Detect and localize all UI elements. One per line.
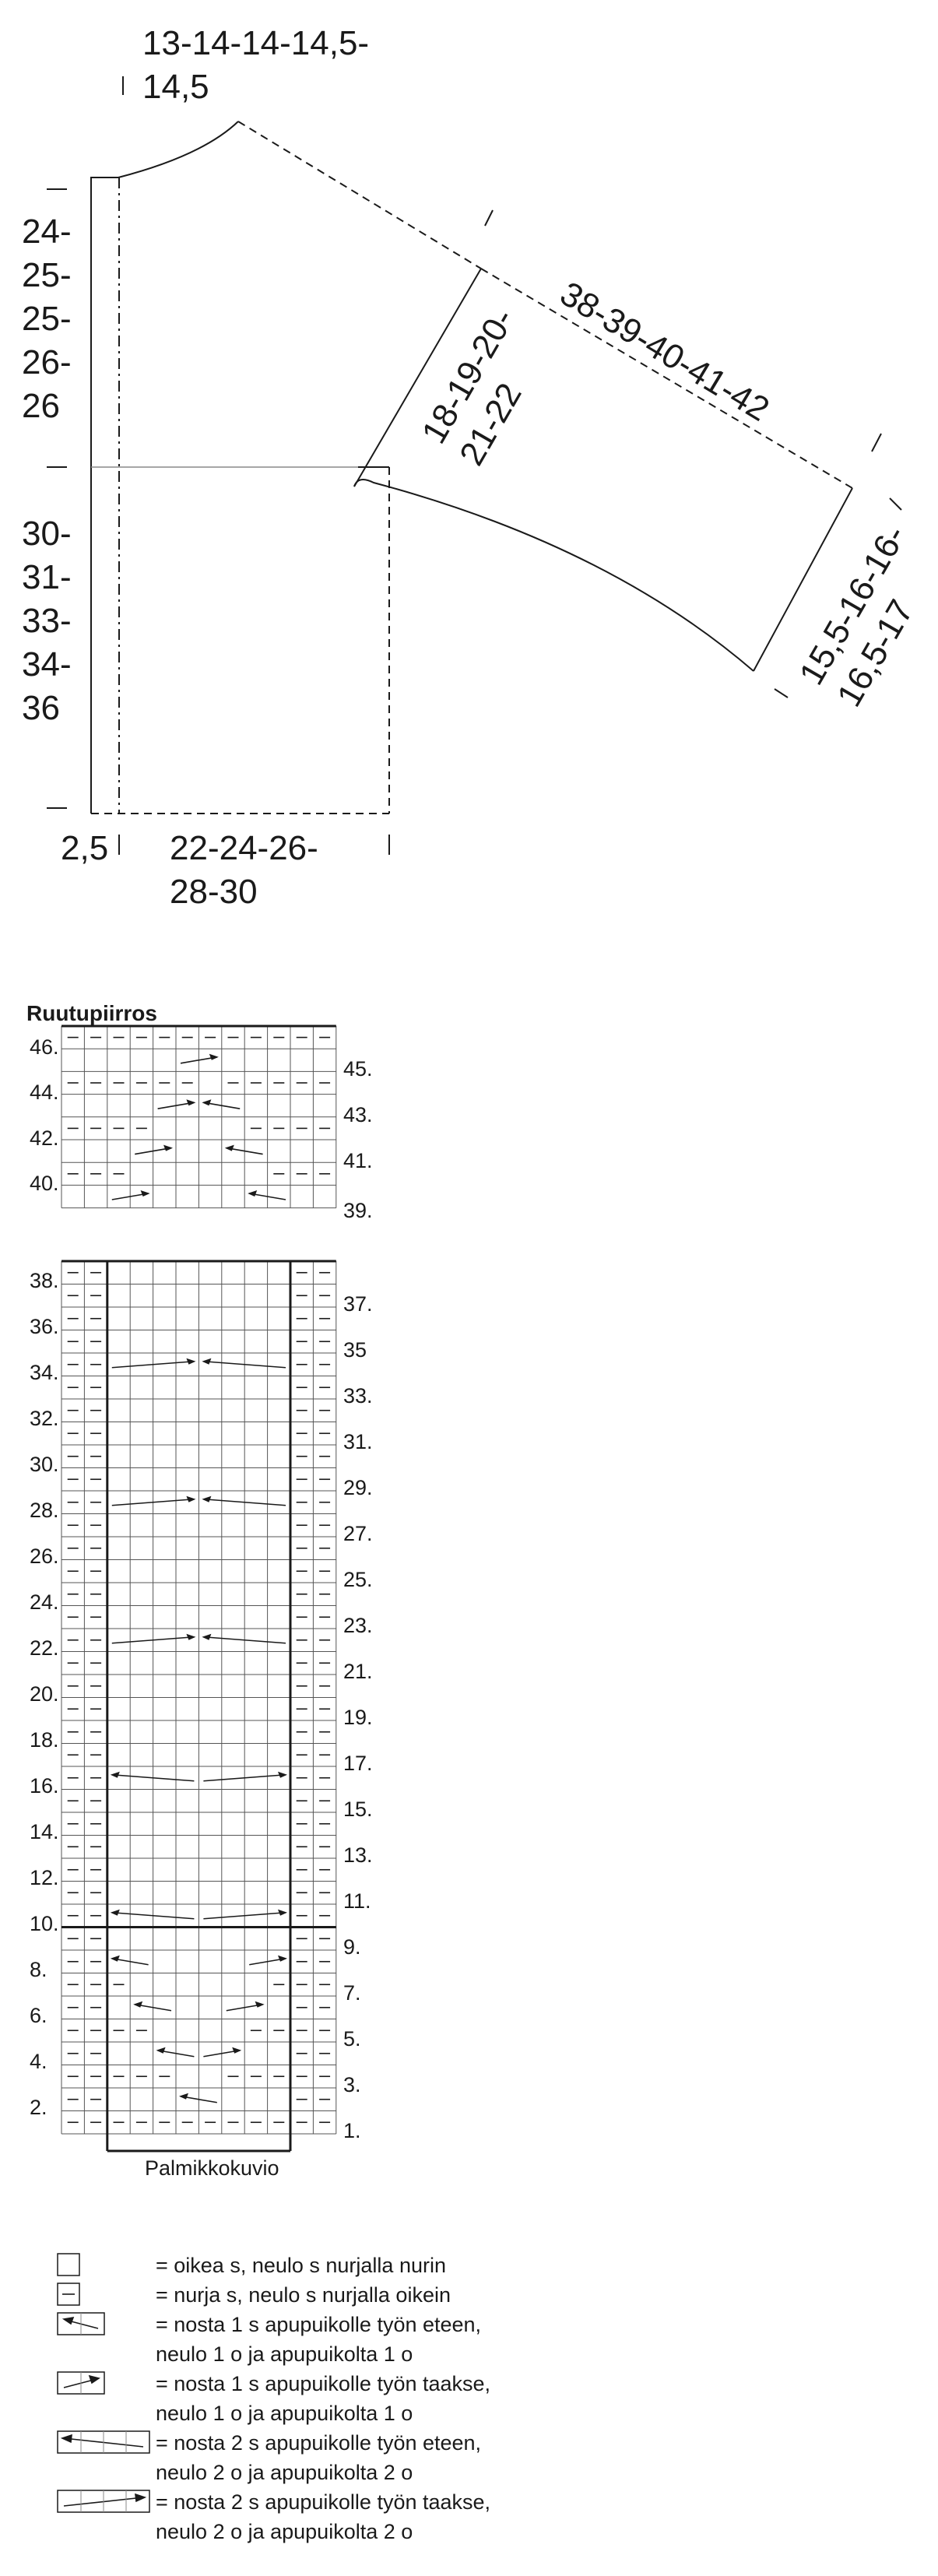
cable-arrowhead	[186, 1099, 195, 1105]
chart-row-number: 8.	[30, 1958, 47, 1981]
chart-row-number: 16.	[30, 1774, 59, 1798]
chart-row-number: 25.	[343, 1568, 373, 1591]
pattern-bracket-label: Palmikkokuvio	[140, 2156, 284, 2181]
sleeve-top-label: 18-19-20- 21-22	[414, 302, 529, 472]
chart-row-number: 18.	[30, 1728, 59, 1752]
chart-row-number: 32.	[30, 1407, 59, 1430]
cable-arrowhead	[141, 1190, 150, 1197]
cable-arrowhead	[248, 1190, 257, 1197]
cable-arrowhead	[111, 1772, 120, 1778]
chart-row-number: 43.	[343, 1103, 373, 1126]
chart-row-number: 9.	[343, 1935, 361, 1959]
legend-text-cross-1-front-2: neulo 1 o ja apupuikolta 1 o	[156, 2342, 413, 2366]
legend-text-cross-2-back: = nosta 2 s apupuikolle työn taakse,	[156, 2490, 491, 2514]
cable-arrowhead	[186, 1634, 195, 1640]
cable-arrowhead	[186, 1496, 195, 1502]
cable-arrowhead	[278, 1772, 287, 1778]
cable-arrowhead	[111, 1910, 120, 1916]
cable-arrowhead	[255, 2001, 265, 2008]
chart-row-number: 34.	[30, 1361, 59, 1384]
chart-row-number: 5.	[343, 2027, 361, 2051]
chart-row-number: 1.	[343, 2119, 361, 2142]
chart-row-number: 11.	[343, 1889, 371, 1913]
cable-arrowhead	[202, 1634, 211, 1640]
legend-text-cross-1-back-2: neulo 1 o ja apupuikolta 1 o	[156, 2402, 413, 2425]
legend-text-cross-2-front-2: neulo 2 o ja apupuikolta 2 o	[156, 2461, 413, 2484]
cable-arrowhead	[209, 1054, 219, 1060]
chart-row-number: 6.	[30, 2004, 47, 2027]
cable-arrowhead	[156, 2047, 166, 2054]
chart-row-number: 7.	[343, 1981, 361, 2005]
chart-row-number: 35	[343, 1338, 367, 1362]
legend-text-cross-1-back: = nosta 1 s apupuikolle työn taakse,	[156, 2372, 491, 2395]
half-width-label: 22-24-26- 28-30	[170, 829, 318, 911]
chart-row-number: 2.	[30, 2096, 47, 2119]
cable-arrowhead	[202, 1099, 211, 1105]
chart-row-number: 15.	[343, 1798, 373, 1821]
legend-text-cross-2-front: = nosta 2 s apupuikolle työn eteen,	[156, 2431, 482, 2455]
top-width-label: 13-14-14-14,5- 14,5	[142, 24, 370, 106]
sleeve-length-label: 38-39-40-41-42	[553, 274, 776, 429]
cable-arrowhead	[186, 1358, 195, 1365]
chart-row-number: 23.	[343, 1614, 373, 1637]
armhole-depth-label: 24- 25- 25- 26- 26	[22, 213, 72, 425]
cable-arrowhead	[202, 1358, 211, 1365]
chart-row-number: 39.	[343, 1199, 373, 1222]
chart-row-number: 3.	[343, 2073, 361, 2096]
chart-row-number: 46.	[30, 1035, 59, 1059]
legend-text-purl: = nurja s, neulo s nurjalla oikein	[156, 2283, 451, 2307]
cable-arrowhead	[225, 1145, 234, 1151]
legend-text-knit: = oikea s, neulo s nurjalla nurin	[156, 2254, 446, 2277]
chart-row-number: 4.	[30, 2050, 47, 2073]
chart-row-number: 42.	[30, 1126, 59, 1150]
chart-row-number: 22.	[30, 1636, 59, 1660]
chart-row-number: 33.	[343, 1384, 373, 1407]
chart-row-number: 28.	[30, 1499, 59, 1522]
side-length-label: 30- 31- 33- 34- 36	[22, 515, 72, 727]
cable-arrowhead	[163, 1145, 173, 1151]
cable-arrowhead	[133, 2001, 142, 2008]
chart-row-number: 29.	[343, 1476, 373, 1499]
chart-row-number: 40.	[30, 1172, 59, 1195]
chart-row-number: 26.	[30, 1545, 59, 1568]
chart-row-number: 37.	[343, 1292, 373, 1316]
chart-row-number: 41.	[343, 1149, 373, 1172]
cable-arrowhead	[179, 2093, 188, 2100]
cable-arrowhead	[278, 1910, 287, 1916]
chart-row-number: 20.	[30, 1682, 59, 1706]
chart-row-number: 19.	[343, 1706, 373, 1729]
cable-arrowhead	[111, 1956, 120, 1962]
chart-row-number: 36.	[30, 1315, 59, 1338]
chart-row-number: 14.	[30, 1820, 59, 1843]
cable-arrowhead	[278, 1956, 287, 1962]
chart-title: Ruutupiirros	[26, 1001, 157, 1025]
chart-row-number: 30.	[30, 1453, 59, 1476]
chart-row-number: 38.	[30, 1269, 59, 1292]
legend-text-cross-2-back-2: neulo 2 o ja apupuikolta 2 o	[156, 2520, 413, 2543]
cable-arrowhead	[232, 2047, 241, 2054]
chart-row-number: 13.	[343, 1843, 373, 1867]
legend-text-cross-1-front: = nosta 1 s apupuikolle työn eteen,	[156, 2313, 482, 2336]
chart-row-number: 27.	[343, 1522, 373, 1545]
chart-row-number: 31.	[343, 1430, 373, 1453]
cable-arrowhead	[202, 1496, 211, 1502]
chart-row-number: 21.	[343, 1660, 373, 1683]
chart-row-number: 45.	[343, 1057, 373, 1081]
cuff-width-label: 15,5-16-16- 16,5-17	[792, 518, 922, 713]
edge-label: 2,5	[61, 829, 109, 867]
chart-row-number: 17.	[343, 1752, 373, 1775]
chart-row-number: 12.	[30, 1866, 59, 1889]
chart-row-number: 44.	[30, 1081, 59, 1104]
chart-row-number: 10.	[30, 1912, 59, 1935]
chart-row-number: 24.	[30, 1590, 59, 1614]
